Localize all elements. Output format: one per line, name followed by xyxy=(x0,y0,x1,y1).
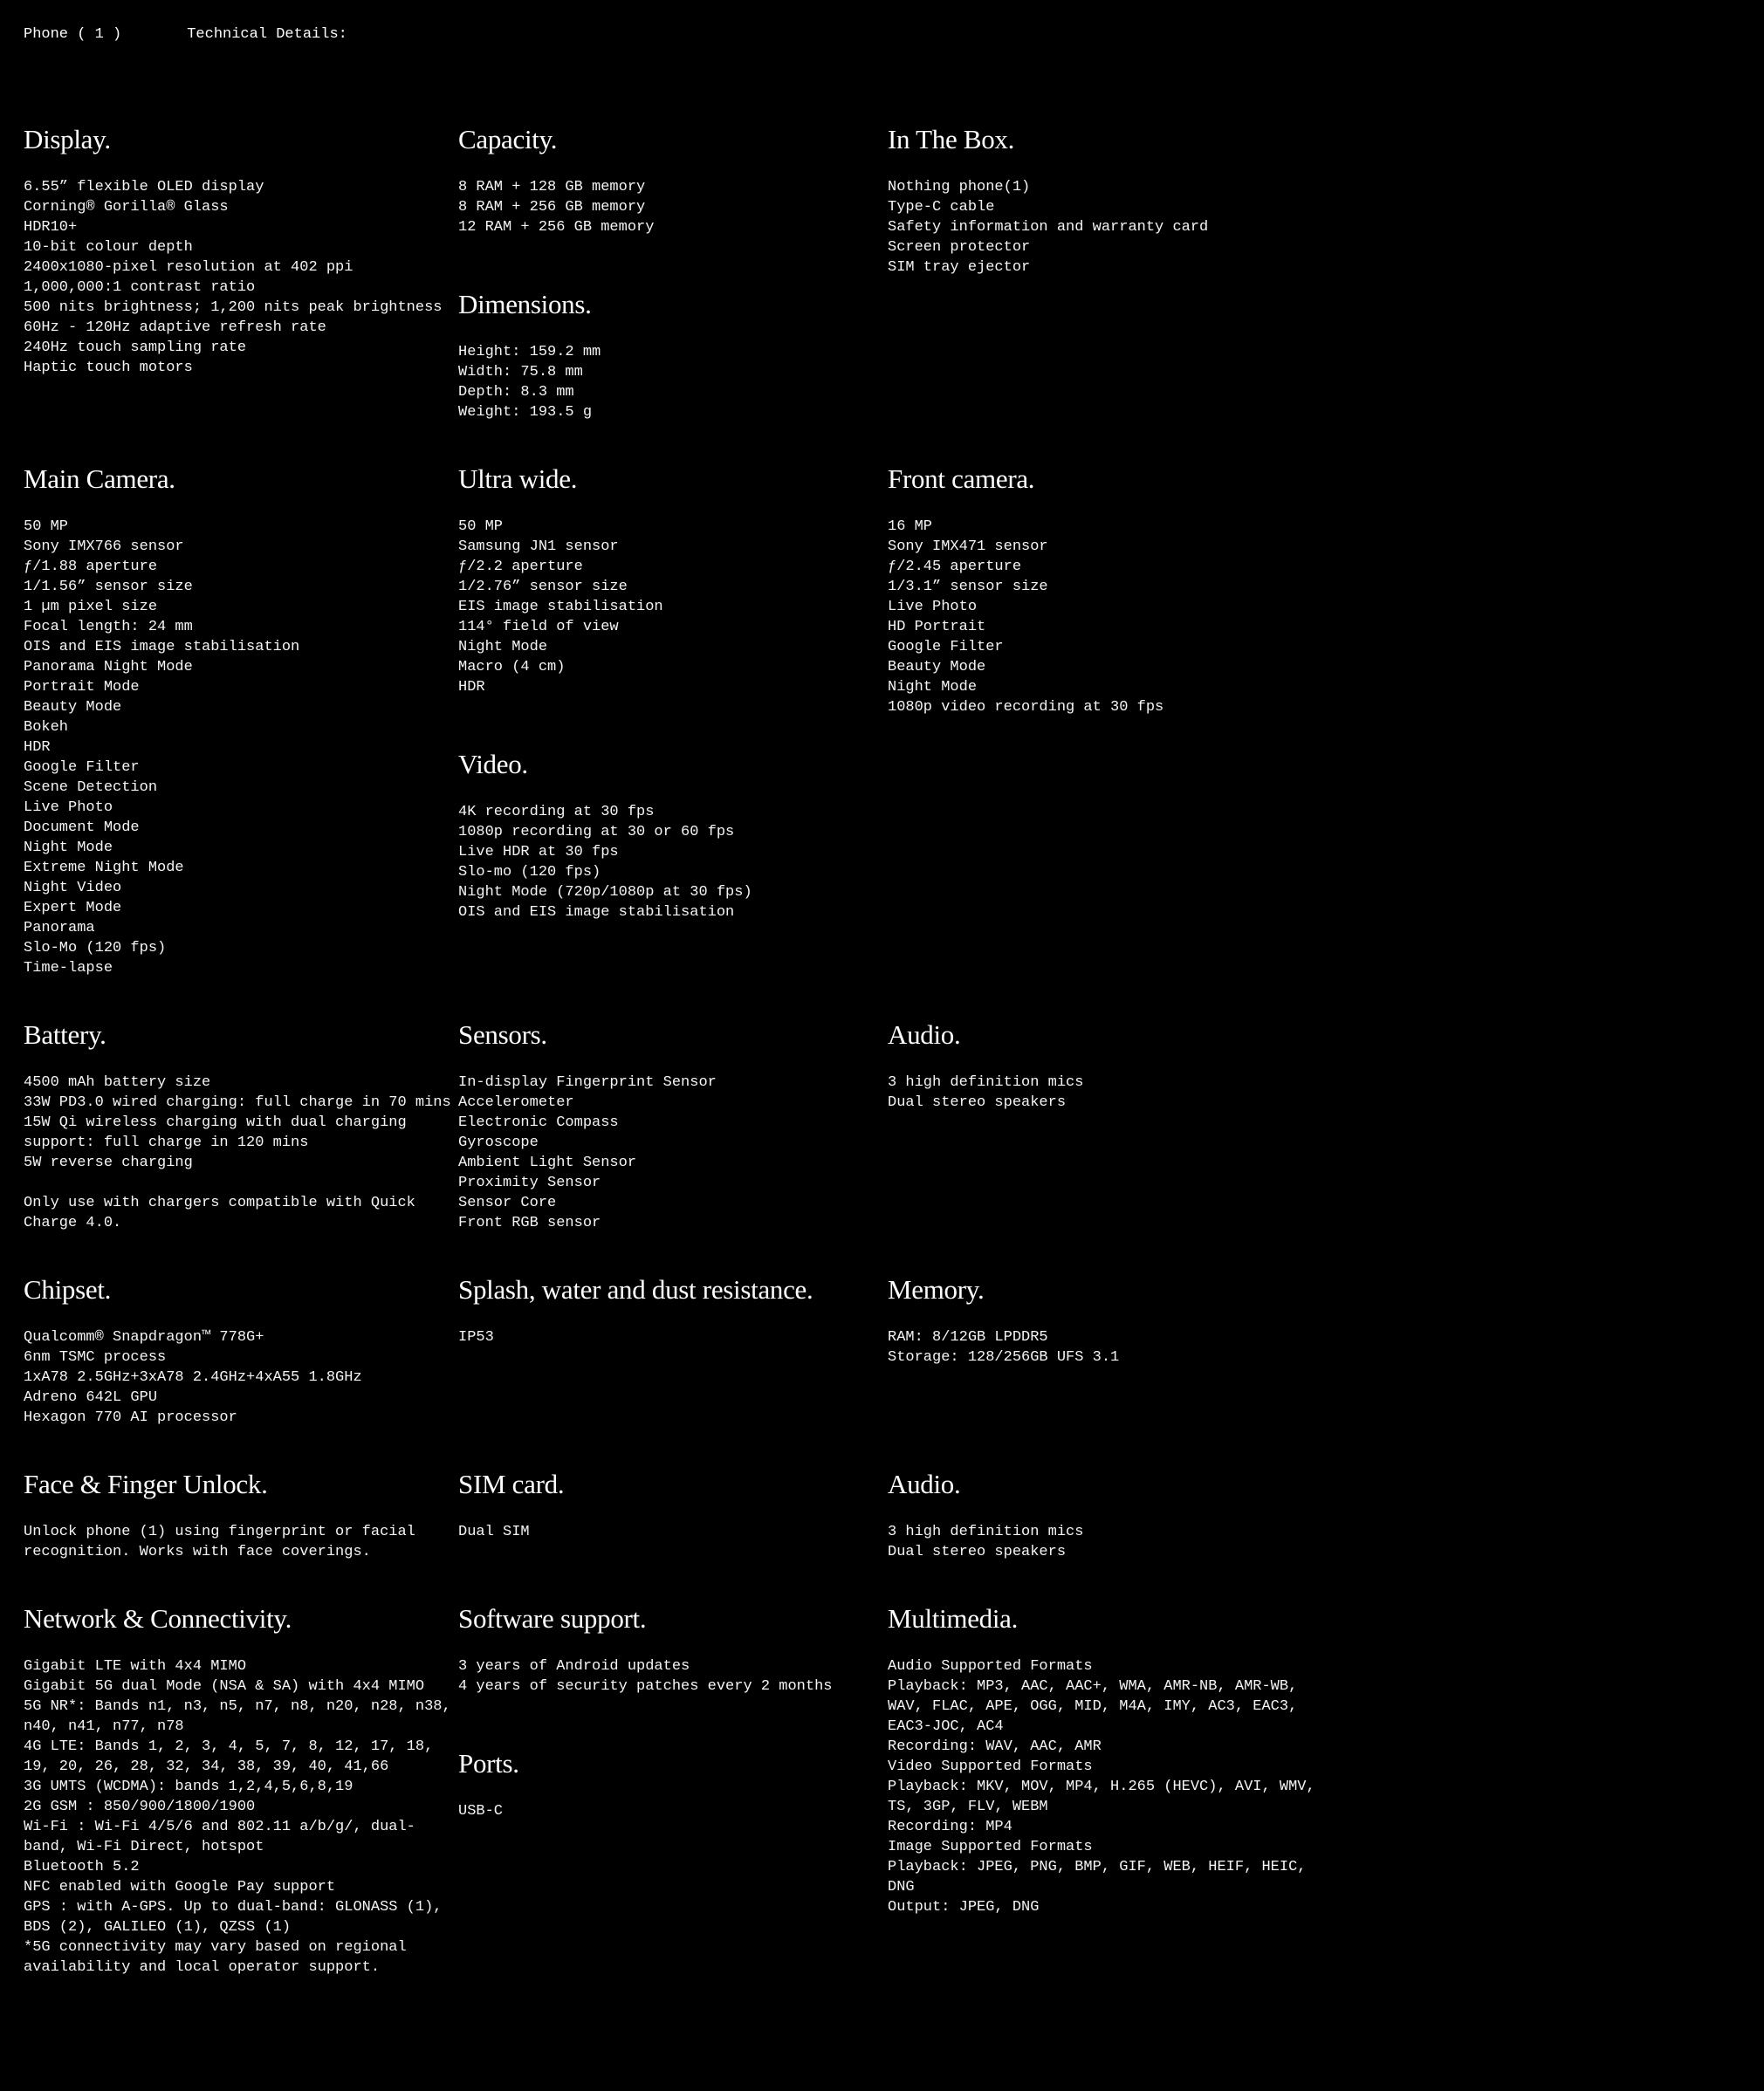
section-splash-resistance xyxy=(458,1275,888,1347)
spec-line: 240Hz touch sampling rate xyxy=(24,339,247,356)
spec-line: Live HDR at 30 fps xyxy=(458,844,619,860)
section-body-battery xyxy=(24,1073,456,1233)
spec-line: 60Hz - 120Hz adaptive refresh rate xyxy=(24,319,326,336)
section-ultra-wide xyxy=(458,464,888,697)
spec-line: RAM: 8/12GB LPDDR5 xyxy=(888,1329,1048,1346)
column-3 xyxy=(888,1020,1738,1113)
section-in-the-box xyxy=(888,125,1321,278)
section-title-sim-card: SIM card. xyxy=(458,1469,565,1499)
spec-line: HDR xyxy=(458,679,485,696)
spec-line: Gyroscope xyxy=(458,1135,539,1151)
spec-line: 12 RAM + 256 GB memory xyxy=(458,219,655,236)
spec-line: Bluetooth 5.2 xyxy=(24,1859,140,1875)
spec-row-5 xyxy=(24,1470,1738,1562)
section-network-connectivity xyxy=(24,1604,456,1978)
section-capacity xyxy=(458,125,888,237)
spec-line: Samsung JN1 sensor xyxy=(458,538,619,555)
spec-line: 5G NR*: Bands n1, n3, n5, n7, n8, n20, n28, n38, n40, n41, n77, n78 xyxy=(24,1698,451,1735)
section-title-software-support: Software support. xyxy=(458,1603,647,1634)
column-2 xyxy=(458,1020,888,1233)
section-body-display xyxy=(24,177,456,378)
section-title-audio: Audio. xyxy=(888,1019,961,1050)
column-3 xyxy=(888,464,1738,717)
spec-line: Audio Supported Formats xyxy=(888,1658,1093,1675)
spec-line: 4G LTE: Bands 1, 2, 3, 4, 5, 7, 8, 12, 17, 18, 19, 20, 26, 28, 32, 34, 38, 39, 40, 41,66 xyxy=(24,1738,434,1775)
section-sensors xyxy=(458,1020,888,1233)
section-title-ports: Ports. xyxy=(458,1748,519,1779)
spec-line: Night Video xyxy=(24,880,122,896)
column-1 xyxy=(24,1470,458,1562)
spec-line: 8 RAM + 128 GB memory xyxy=(458,179,646,195)
section-body-network-connectivity xyxy=(24,1656,456,1978)
section-body-dimensions xyxy=(458,342,888,422)
spec-row-3 xyxy=(24,1020,1738,1233)
section-body-sensors xyxy=(458,1073,888,1233)
section-body-capacity xyxy=(458,177,888,237)
spec-line: 1,000,000:1 contrast ratio xyxy=(24,279,256,296)
spec-line: Panorama Night Mode xyxy=(24,659,193,675)
spec-line: Panorama xyxy=(24,920,95,936)
spec-line: IP53 xyxy=(458,1329,494,1346)
spec-row-4 xyxy=(24,1275,1738,1428)
section-audio xyxy=(888,1020,1321,1113)
spec-line: Electronic Compass xyxy=(458,1114,619,1131)
section-body-in-the-box xyxy=(888,177,1321,278)
spec-line: Nothing phone(1) xyxy=(888,179,1031,195)
spec-line: OIS and EIS image stabilisation xyxy=(458,904,735,921)
section-audio-2 xyxy=(888,1470,1321,1562)
spec-line: Image Supported Formats xyxy=(888,1839,1093,1855)
spec-line: Gigabit LTE with 4x4 MIMO xyxy=(24,1658,247,1675)
section-battery xyxy=(24,1020,456,1233)
spec-line: Focal length: 24 mm xyxy=(24,619,193,635)
spec-line: 16 MP xyxy=(888,518,933,535)
column-3 xyxy=(888,1470,1738,1562)
section-body-memory xyxy=(888,1327,1321,1368)
spec-line: Depth: 8.3 mm xyxy=(458,384,574,401)
section-body-main-camera xyxy=(24,517,456,978)
column-2 xyxy=(458,1275,888,1347)
spec-line: 4500 mAh battery size xyxy=(24,1074,211,1091)
section-title-battery: Battery. xyxy=(24,1019,106,1050)
spec-line: Proximity Sensor xyxy=(458,1175,601,1191)
section-title-display: Display. xyxy=(24,124,111,154)
spec-line: 1/3.1” sensor size xyxy=(888,579,1048,595)
spec-line: HDR xyxy=(24,739,51,756)
section-ports xyxy=(458,1749,888,1821)
spec-line: Expert Mode xyxy=(24,900,122,916)
spec-line: Weight: 193.5 g xyxy=(458,404,593,421)
section-display xyxy=(24,125,456,378)
spec-line: Beauty Mode xyxy=(888,659,986,675)
spec-line: Slo-mo (120 fps) xyxy=(458,864,601,881)
section-body-audio-2 xyxy=(888,1522,1321,1562)
spec-line: Qualcomm® Snapdragon™ 778G+ xyxy=(24,1329,264,1346)
section-body-software-support xyxy=(458,1656,888,1697)
spec-line: Type-C cable xyxy=(888,199,995,216)
spec-line: 6.55” flexible OLED display xyxy=(24,179,264,195)
spec-row-2 xyxy=(24,464,1738,978)
spec-line: Night Mode xyxy=(24,840,113,856)
spec-line: Only use with chargers compatible with Quick Charge 4.0. xyxy=(24,1195,415,1231)
spec-line: GPS : with A-GPS. Up to dual-band: GLONASS (1), BDS (2), GALILEO (1), QZSS (1) xyxy=(24,1899,443,1936)
section-title-multimedia: Multimedia. xyxy=(888,1603,1019,1634)
spec-line: 4K recording at 30 fps xyxy=(458,804,655,820)
spec-line: 1 µm pixel size xyxy=(24,599,158,615)
spec-line: 50 MP xyxy=(458,518,504,535)
section-body-audio xyxy=(888,1073,1321,1113)
column-2 xyxy=(458,1470,888,1542)
section-title-memory: Memory. xyxy=(888,1274,985,1305)
column-2 xyxy=(458,1604,888,1821)
column-3 xyxy=(888,1275,1738,1368)
spec-line: Height: 159.2 mm xyxy=(458,344,601,360)
spec-line: Unlock phone (1) using fingerprint or facial recognition. Works with face coverings. xyxy=(24,1524,415,1560)
section-memory xyxy=(888,1275,1321,1368)
spec-row-6 xyxy=(24,1604,1738,1978)
section-dimensions xyxy=(458,290,888,422)
spec-line: Output: JPEG, DNG xyxy=(888,1899,1040,1916)
section-body-sim-card xyxy=(458,1522,888,1542)
spec-line: Dual SIM xyxy=(458,1524,530,1540)
spec-line: Portrait Mode xyxy=(24,679,140,696)
spec-line: 1/1.56” sensor size xyxy=(24,579,193,595)
section-main-camera xyxy=(24,464,456,978)
spec-line: Safety information and warranty card xyxy=(888,219,1209,236)
column-1 xyxy=(24,1020,458,1233)
section-front-camera xyxy=(888,464,1321,717)
spec-line: Sensor Core xyxy=(458,1195,557,1211)
spec-line: EIS image stabilisation xyxy=(458,599,663,615)
spec-line: Haptic touch motors xyxy=(24,360,193,376)
section-body-multimedia xyxy=(888,1656,1321,1917)
spec-line: Dual stereo speakers xyxy=(888,1544,1067,1560)
spec-line: Google Filter xyxy=(888,639,1004,655)
section-body-face-finger-unlock xyxy=(24,1522,456,1562)
spec-line: Playback: MKV, MOV, MP4, H.265 (HEVC), AVI, WMV, TS, 3GP, FLV, WEBM xyxy=(888,1779,1315,1815)
spec-line: Slo-Mo (120 fps) xyxy=(24,940,167,956)
column-3 xyxy=(888,1604,1738,1917)
section-multimedia xyxy=(888,1604,1321,1917)
section-body-video xyxy=(458,802,888,922)
spec-line: USB-C xyxy=(458,1803,504,1820)
spec-line: SIM tray ejector xyxy=(888,259,1031,276)
spec-line: HD Portrait xyxy=(888,619,986,635)
spec-line: Google Filter xyxy=(24,759,140,776)
section-title-front-camera: Front camera. xyxy=(888,463,1035,494)
spec-line: ƒ/1.88 aperture xyxy=(24,559,158,575)
spec-line: Video Supported Formats xyxy=(888,1758,1093,1775)
spec-line: NFC enabled with Google Pay support xyxy=(24,1879,336,1896)
spec-line: Scene Detection xyxy=(24,779,158,796)
section-title-network-connectivity: Network & Connectivity. xyxy=(24,1603,292,1634)
section-title-chipset: Chipset. xyxy=(24,1274,112,1305)
spec-line: Live Photo xyxy=(888,599,978,615)
spec-line: 2400x1080-pixel resolution at 402 ppi xyxy=(24,259,353,276)
spec-line: 3G UMTS (WCDMA): bands 1,2,4,5,6,8,19 xyxy=(24,1779,353,1795)
spec-line xyxy=(24,1173,456,1193)
spec-line: 3 high definition mics xyxy=(888,1524,1084,1540)
column-3 xyxy=(888,125,1738,278)
spec-line: Sony IMX766 sensor xyxy=(24,538,184,555)
spec-line: 500 nits brightness; 1,200 nits peak brightness xyxy=(24,299,443,316)
spec-line: Live Photo xyxy=(24,799,113,816)
spec-line: Accelerometer xyxy=(458,1094,574,1111)
spec-line: Night Mode (720p/1080p at 30 fps) xyxy=(458,884,752,901)
spec-line: Dual stereo speakers xyxy=(888,1094,1067,1111)
spec-line: Night Mode xyxy=(888,679,978,696)
spec-line: Ambient Light Sensor xyxy=(458,1155,637,1171)
section-title-splash-resistance: Splash, water and dust resistance. xyxy=(458,1274,813,1305)
spec-line: 15W Qi wireless charging with dual charging support: full charge in 120 mins xyxy=(24,1114,407,1151)
spec-line: 1/2.76” sensor size xyxy=(458,579,628,595)
spec-line: 1xA78 2.5GHz+3xA78 2.4GHz+4xA55 1.8GHz xyxy=(24,1369,362,1386)
section-body-chipset xyxy=(24,1327,456,1428)
section-title-video: Video. xyxy=(458,749,528,779)
section-chipset xyxy=(24,1275,456,1428)
spec-line: Storage: 128/256GB UFS 3.1 xyxy=(888,1349,1120,1366)
spec-line: Width: 75.8 mm xyxy=(458,364,583,380)
spec-line: Corning® Gorilla® Glass xyxy=(24,199,229,216)
spec-line: 5W reverse charging xyxy=(24,1155,193,1171)
spec-line: HDR10+ xyxy=(24,219,78,236)
spec-line: 1080p recording at 30 or 60 fps xyxy=(458,824,735,840)
section-video xyxy=(458,750,888,922)
spec-line: Recording: MP4 xyxy=(888,1819,1012,1835)
section-title-main-camera: Main Camera. xyxy=(24,463,175,494)
spec-line: 114° field of view xyxy=(458,619,619,635)
spec-line: Hexagon 770 AI processor xyxy=(24,1409,237,1426)
column-1 xyxy=(24,125,458,378)
section-title-capacity: Capacity. xyxy=(458,124,558,154)
column-1 xyxy=(24,1275,458,1428)
spec-line: 8 RAM + 256 GB memory xyxy=(458,199,646,216)
section-software-support xyxy=(458,1604,888,1697)
spec-line: Wi-Fi : Wi-Fi 4/5/6 and 802.11 a/b/g/, dual-band, Wi-Fi Direct, hotspot xyxy=(24,1819,415,1855)
spec-line: Extreme Night Mode xyxy=(24,860,184,876)
column-2 xyxy=(458,125,888,422)
section-title-ultra-wide: Ultra wide. xyxy=(458,463,578,494)
spec-line: Beauty Mode xyxy=(24,699,122,716)
section-face-finger-unlock xyxy=(24,1470,456,1562)
spec-line: 10-bit colour depth xyxy=(24,239,193,256)
spec-line: Screen protector xyxy=(888,239,1031,256)
spec-line: Playback: MP3, AAC, AAC+, WMA, AMR-NB, AMR-WB, WAV, FLAC, APE, OGG, MID, M4A, IMY, AC3, EAC3, EAC3-JOC, AC4 xyxy=(888,1678,1298,1735)
spec-line: *5G connectivity may vary based on regional availability and local operator support. xyxy=(24,1939,407,1976)
page-title: Technical Details: xyxy=(187,26,347,43)
column-1 xyxy=(24,464,458,978)
section-title-audio-2: Audio. xyxy=(888,1469,961,1499)
section-title-dimensions: Dimensions. xyxy=(458,289,592,319)
spec-line: Adreno 642L GPU xyxy=(24,1389,158,1406)
spec-line: Gigabit 5G dual Mode (NSA & SA) with 4x4 MIMO xyxy=(24,1678,425,1695)
spec-row-1 xyxy=(24,125,1738,422)
spec-line: In-display Fingerprint Sensor xyxy=(458,1074,717,1091)
spec-line: 33W PD3.0 wired charging: full charge in 70 mins xyxy=(24,1094,451,1111)
spec-line: Macro (4 cm) xyxy=(458,659,566,675)
column-2 xyxy=(458,464,888,922)
spec-line: 4 years of security patches every 2 months xyxy=(458,1678,833,1695)
spec-line: ƒ/2.45 aperture xyxy=(888,559,1022,575)
brand-label: Phone ( 1 ) xyxy=(24,26,122,43)
spec-line: Sony IMX471 sensor xyxy=(888,538,1048,555)
spec-line: 2G GSM : 850/900/1800/1900 xyxy=(24,1799,256,1815)
section-sim-card xyxy=(458,1470,888,1542)
section-body-ultra-wide xyxy=(458,517,888,697)
section-body-splash-resistance xyxy=(458,1327,888,1347)
spec-line: Playback: JPEG, PNG, BMP, GIF, WEB, HEIF, HEIC, DNG xyxy=(888,1859,1307,1896)
spec-line: Bokeh xyxy=(24,719,69,736)
section-title-in-the-box: In The Box. xyxy=(888,124,1015,154)
spec-line: Document Mode xyxy=(24,819,140,836)
section-body-front-camera xyxy=(888,517,1321,717)
spec-line: Night Mode xyxy=(458,639,548,655)
column-1 xyxy=(24,1604,458,1978)
spec-line: Time-lapse xyxy=(24,960,113,977)
section-title-face-finger-unlock: Face & Finger Unlock. xyxy=(24,1469,268,1499)
spec-line: Front RGB sensor xyxy=(458,1215,601,1231)
page-header xyxy=(24,24,1738,45)
spec-line: 3 high definition mics xyxy=(888,1074,1084,1091)
spec-line: 6nm TSMC process xyxy=(24,1349,167,1366)
spec-line: 3 years of Android updates xyxy=(458,1658,690,1675)
spec-line: Recording: WAV, AAC, AMR xyxy=(888,1738,1102,1755)
spec-line: ƒ/2.2 aperture xyxy=(458,559,583,575)
spec-line: 1080p video recording at 30 fps xyxy=(888,699,1164,716)
section-title-sensors: Sensors. xyxy=(458,1019,547,1050)
spec-line: OIS and EIS image stabilisation xyxy=(24,639,300,655)
section-body-ports xyxy=(458,1801,888,1821)
spec-line: 50 MP xyxy=(24,518,69,535)
